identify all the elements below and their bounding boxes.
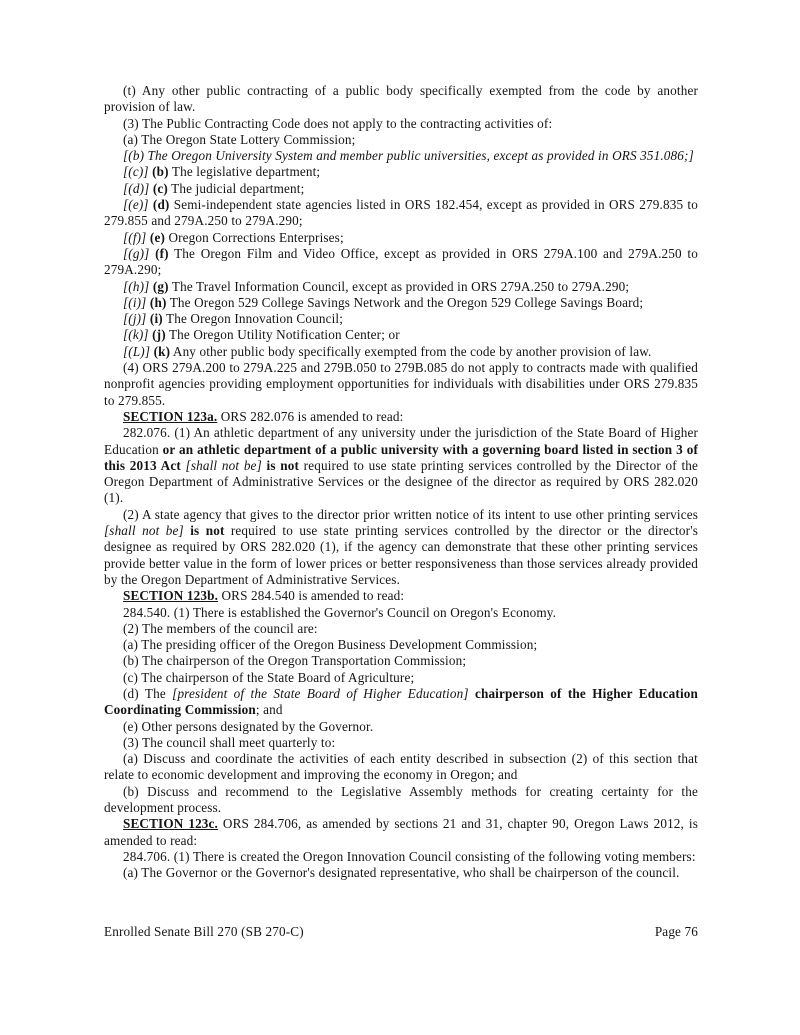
- text-segment: 284.540. (1) There is established the Governor's Council on Oregon's Economy.: [123, 604, 557, 620]
- paragraph: [104, 621, 698, 637]
- paragraph: [104, 751, 698, 784]
- text-segment: (g): [152, 278, 169, 294]
- paragraph: [104, 116, 698, 132]
- paragraph: [104, 719, 698, 735]
- text-segment: [president of the State Board of Higher Education]: [172, 685, 469, 701]
- paragraph: [104, 279, 698, 295]
- text-segment: (a) The Oregon State Lottery Commission;: [123, 131, 356, 147]
- text-segment: The Oregon Innovation Council;: [162, 311, 344, 327]
- text-segment: The Travel Information Council, except as provided in ORS 279A.250 to 279A.290;: [168, 278, 630, 294]
- document-body: [104, 83, 698, 882]
- text-segment: [(L)]: [123, 343, 151, 359]
- text-segment: required to use state printing services controlled by the Director of the Oregon Department of Administrative Services or the designee of the director as required by ORS 282.020 (1).: [104, 457, 699, 506]
- text-segment: (b): [152, 164, 169, 180]
- text-segment: required to use state printing services controlled by the director or the director's designee as required by ORS 282.020 (1), if the agency can demonstrate that these other printing services provide better value in the form of lower prices or better responsiveness than those services already provided by the Oregon Department of Administrative Services.: [104, 523, 699, 587]
- paragraph: [104, 735, 698, 751]
- page-footer: [104, 924, 698, 940]
- paragraph: [104, 784, 698, 817]
- text-segment: [(c)]: [123, 164, 149, 180]
- text-segment: [(b) The Oregon University System and member public universities, except as provided in ORS 351.086;]: [123, 148, 694, 164]
- text-segment: 284.706. (1) There is created the Oregon Innovation Council consisting of the following voting members:: [123, 848, 696, 864]
- paragraph: [104, 83, 698, 116]
- section-heading: SECTION 123b.: [123, 588, 219, 604]
- paragraph: [104, 588, 698, 604]
- paragraph: [104, 865, 698, 881]
- text-segment: The judicial department;: [167, 180, 305, 196]
- text-segment: (j): [152, 327, 166, 343]
- paragraph: [104, 360, 698, 409]
- text-segment: (a) Discuss and coordinate the activities of each entity described in subsection (2) of this section that relate to economic development and improving the economy in Oregon; and: [104, 751, 698, 783]
- text-segment: ORS 282.076 is amended to read:: [217, 408, 404, 424]
- text-segment: The Oregon Utility Notification Center; or: [165, 327, 400, 343]
- text-segment: (e) Other persons designated by the Governor.: [123, 718, 374, 734]
- text-segment: Semi-independent state agencies listed in ORS 182.454, except as provided in ORS 279.835 to 279.855 and 279A.250 to 279A.290;: [104, 197, 698, 229]
- text-segment: (h): [149, 294, 167, 310]
- text-segment: or an athletic department of a public university with a governing board listed in section 3 of this 2013 Act: [104, 441, 698, 473]
- text-segment: is not: [190, 523, 225, 539]
- paragraph: [104, 246, 698, 279]
- text-segment: [shall not be]: [104, 523, 184, 539]
- text-segment: (2) The members of the council are:: [123, 620, 318, 636]
- paragraph: [104, 409, 698, 425]
- text-segment: The Oregon Film and Video Office, except as provided in ORS 279A.100 and 279A.250 to 279A.290;: [104, 245, 698, 278]
- text-segment: [(i)]: [123, 294, 147, 310]
- text-segment: (e): [149, 229, 166, 245]
- text-segment: is not: [266, 457, 300, 473]
- paragraph: [104, 637, 698, 653]
- section-heading: SECTION 123a.: [123, 408, 218, 424]
- text-segment: (d) The: [123, 685, 173, 701]
- paragraph: [104, 181, 698, 197]
- text-segment: [(k)]: [123, 327, 149, 343]
- text-segment: Any other public body specifically exempted from the code by another provision of law.: [170, 343, 652, 359]
- paragraph: [104, 295, 698, 311]
- text-segment: Oregon Corrections Enterprises;: [165, 229, 344, 245]
- text-segment: [(j)]: [123, 311, 147, 327]
- text-segment: The legislative department;: [168, 164, 321, 180]
- text-segment: (k): [153, 343, 171, 359]
- text-segment: (a) The Governor or the Governor's designated representative, who shall be chairperson of the council.: [123, 865, 680, 881]
- paragraph: [104, 311, 698, 327]
- paragraph: [104, 507, 698, 588]
- paragraph: [104, 816, 698, 849]
- text-segment: (d): [152, 197, 170, 213]
- text-segment: (t) Any other public contracting of a public body specifically exempted from the code by another provision of law.: [104, 83, 698, 115]
- text-segment: [shall not be]: [185, 457, 262, 473]
- text-segment: (i): [149, 311, 163, 327]
- footer-page-number: Page 76: [654, 924, 698, 939]
- paragraph: [104, 132, 698, 148]
- text-segment: [(f)]: [123, 229, 147, 245]
- text-segment: (2) A state agency that gives to the director prior written notice of its intent to use other printing services: [123, 506, 698, 522]
- text-segment: 282.076. (1) An athletic department of any university under the jurisdiction of the State Board of Higher Education: [104, 425, 698, 457]
- footer-bill-title: Enrolled Senate Bill 270 (SB 270-C): [104, 924, 304, 939]
- paragraph: [104, 605, 698, 621]
- text-segment: (f): [155, 245, 169, 261]
- text-segment: [(d)]: [123, 180, 150, 196]
- text-segment: [(h)]: [123, 278, 150, 294]
- text-segment: ORS 284.540 is amended to read:: [218, 588, 405, 604]
- paragraph: [104, 197, 698, 230]
- text-segment: (3) The council shall meet quarterly to:: [123, 734, 336, 750]
- paragraph: [104, 327, 698, 343]
- paragraph: [104, 230, 698, 246]
- text-segment: The Oregon 529 College Savings Network and the Oregon 529 College Savings Board;: [166, 294, 644, 310]
- paragraph: [104, 425, 698, 506]
- text-segment: (4) ORS 279A.200 to 279A.225 and 279B.050 to 279B.085 do not apply to contracts made with qualified nonprofit agencies providing employment opportunities for individuals with disabilities under ORS 279.835 to 279.855.: [104, 360, 698, 408]
- text-segment: [(g)]: [123, 245, 150, 261]
- text-segment: (3) The Public Contracting Code does not apply to the contracting activities of:: [123, 115, 553, 131]
- text-segment: [(e)]: [123, 197, 149, 213]
- paragraph: [104, 686, 698, 719]
- paragraph: [104, 849, 698, 865]
- section-heading: SECTION 123c.: [123, 816, 219, 832]
- text-segment: (b) Discuss and recommend to the Legislative Assembly methods for creating certainty for the development process.: [104, 783, 698, 816]
- paragraph: [104, 670, 698, 686]
- paragraph: [104, 148, 698, 164]
- text-segment: chairperson of the Higher Education Coordinating Commission: [104, 685, 698, 718]
- text-segment: (b) The chairperson of the Oregon Transportation Commission;: [123, 653, 467, 669]
- paragraph: [104, 344, 698, 360]
- text-segment: (c) The chairperson of the State Board of Agriculture;: [123, 669, 415, 685]
- paragraph: [104, 653, 698, 669]
- text-segment: (a) The presiding officer of the Oregon Business Development Commission;: [123, 637, 538, 653]
- text-segment: ORS 284.706, as amended by sections 21 and 31, chapter 90, Oregon Laws 2012, is amended to read:: [104, 816, 699, 848]
- text-segment: (c): [152, 180, 168, 196]
- paragraph: [104, 164, 698, 180]
- text-segment: ; and: [255, 702, 283, 718]
